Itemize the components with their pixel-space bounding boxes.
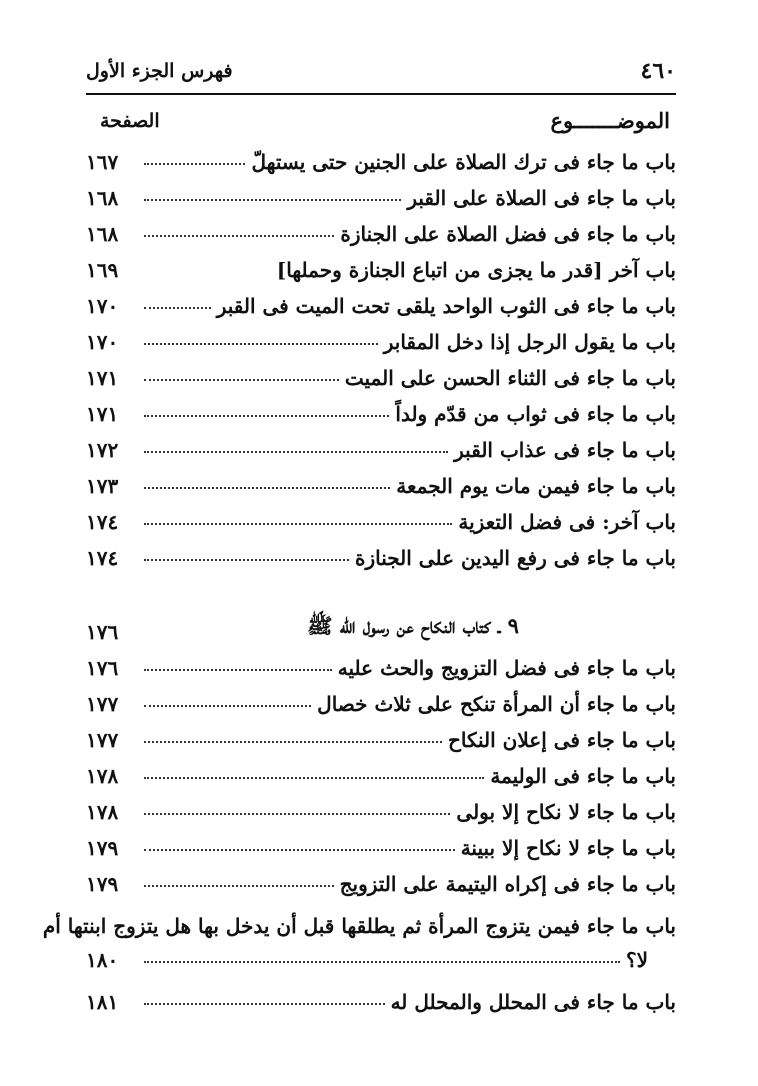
index-entry (86, 864, 676, 896)
entry-title: باب ما جاء فى الثناء الحسن على الميت (344, 366, 676, 390)
index-entry (86, 792, 676, 824)
leader-dots (144, 235, 334, 237)
wrapped-entry-line2 (86, 940, 676, 972)
entry-page: ١٧٤ (86, 510, 119, 534)
entry-page: ١٨٠ (86, 948, 119, 972)
leader-dots (144, 741, 442, 743)
entry-page: ١٧٠ (86, 294, 119, 318)
entry-title: باب ما جاء فى رفع اليدين على الجنازة (354, 546, 676, 570)
entry-page: ١٧٩ (86, 872, 119, 896)
index-entry (86, 466, 676, 498)
index-entry (86, 358, 676, 390)
index-entry (86, 982, 676, 1014)
entry-title: باب ما جاء فى المحلل والمحلل له (390, 990, 676, 1014)
entry-page: ١٧٦ (86, 656, 119, 680)
index-entry (86, 178, 676, 210)
leader-dots (144, 885, 334, 887)
section-heading (86, 612, 676, 644)
section-page: ١٧٦ (86, 620, 119, 644)
topic-column-heading: الموضـــــــوع (550, 108, 670, 133)
leader-dots (144, 379, 339, 381)
entry-page: ١٧١ (86, 366, 119, 390)
index-entry (86, 756, 676, 788)
index-entry (86, 828, 676, 860)
leader-dots (144, 559, 349, 561)
index-entry (86, 684, 676, 716)
leader-dots (144, 451, 448, 453)
leader-dots (144, 271, 271, 273)
entry-title: باب ما جاء فى الثوب الواحد يلقى تحت الميت فى القبر (216, 294, 676, 318)
running-title: فهرس الجزء الأول (86, 60, 233, 82)
index-entry (86, 502, 676, 534)
leader-dots (144, 705, 311, 707)
index-entry (86, 286, 676, 318)
entry-page: ١٧٩ (86, 836, 119, 860)
section-title: ٩ ـ كتاب النكاح عن رسول الله ﷺ (307, 613, 519, 638)
entry-page: ١٧٣ (86, 474, 119, 498)
index-entry (86, 538, 676, 570)
leader-dots (144, 961, 620, 963)
entry-page: ١٧٢ (86, 438, 119, 462)
entry-page: ١٧١ (86, 402, 119, 426)
index-entry (86, 648, 676, 680)
entry-title: باب ما جاء فى عذاب القبر (454, 438, 676, 462)
entry-title: باب ما جاء فى الصلاة على القبر (407, 186, 676, 210)
leader-dots (144, 487, 390, 489)
entry-title: باب ما جاء فى الوليمة (490, 764, 676, 788)
leader-dots (144, 813, 450, 815)
entry-page: ١٧٧ (86, 728, 119, 752)
entry-page: ١٦٧ (86, 150, 119, 174)
wrapped-entry-line1: باب ما جاء فيمن يتزوج المرأة ثم يطلقها قبل أن يدخل بها هل يتزوج ابنتها أم (42, 914, 676, 938)
entry-page: ١٦٨ (86, 186, 119, 210)
entry-page: ١٧٤ (86, 546, 119, 570)
entry-title: باب ما جاء فى فضل التزويج والحث عليه (337, 656, 676, 680)
leader-dots (144, 415, 389, 417)
entry-page: ١٨١ (86, 990, 119, 1014)
page-header (86, 58, 676, 88)
leader-dots (144, 343, 378, 345)
header-rule (86, 93, 676, 95)
entry-page: ١٧٧ (86, 692, 119, 716)
entry-title: باب ما جاء فى إكراه اليتيمة على التزويج (339, 872, 676, 896)
entry-title: باب آخر: فى فضل التعزية (458, 510, 676, 534)
page-number: ٤٦٠ (640, 58, 676, 84)
index-entry (86, 214, 676, 246)
index-entry (86, 142, 676, 174)
entry-title: باب ما جاء فى فضل الصلاة على الجنازة (340, 222, 676, 246)
section-spacer (519, 633, 676, 635)
leader-dots (144, 777, 484, 779)
index-entry (86, 720, 676, 752)
leader-dots (144, 523, 452, 525)
index-entry (86, 322, 676, 354)
entry-title: باب ما جاء فيمن مات يوم الجمعة (396, 474, 676, 498)
entry-title: لا؟ (625, 948, 648, 972)
section-spacer (144, 633, 301, 635)
entry-title: باب ما جاء لا نكاح إلا بولى (456, 800, 676, 824)
entry-title: باب ما يقول الرجل إذا دخل المقابر (383, 330, 676, 354)
entry-title: باب آخر [قدر ما يجزى من اتباع الجنازة وحملها] (276, 258, 676, 282)
entry-page: ١٦٩ (86, 258, 119, 282)
entry-title: باب ما جاء أن المرأة تنكح على ثلاث خصال (317, 692, 676, 716)
entry-title: باب ما جاء لا نكاح إلا ببينة (460, 836, 676, 860)
leader-dots (144, 1003, 385, 1005)
entry-page: ١٧٨ (86, 800, 119, 824)
page-column-heading: الصفحة (100, 110, 160, 132)
leader-dots (144, 849, 455, 851)
index-entry (86, 430, 676, 462)
entry-page: ١٧٨ (86, 764, 119, 788)
entry-page: ١٦٨ (86, 222, 119, 246)
leader-dots (144, 199, 401, 201)
entry-title: باب ما جاء فى ترك الصلاة على الجنين حتى يستهلّ (251, 150, 676, 174)
leader-dots (144, 307, 211, 309)
index-entry (86, 250, 676, 282)
column-headings (86, 108, 676, 138)
entry-page: ١٧٠ (86, 330, 119, 354)
leader-dots (144, 163, 245, 165)
leader-dots (144, 669, 332, 671)
index-entry (86, 394, 676, 426)
entry-title: باب ما جاء فى ثواب من قدّم ولداً (395, 402, 676, 426)
entry-title: باب ما جاء فى إعلان النكاح (447, 728, 676, 752)
